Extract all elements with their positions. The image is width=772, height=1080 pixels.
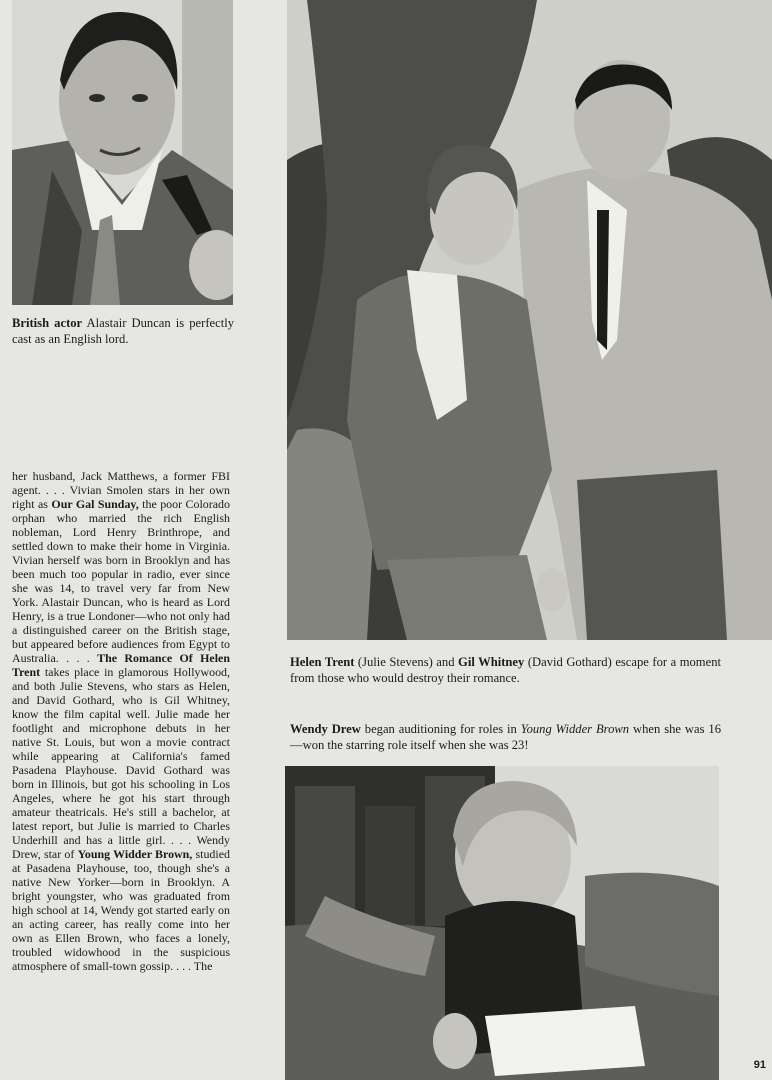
- caption-drew-bold: Wendy Drew: [290, 722, 361, 736]
- caption-trent-text2: (David Gothard) escape for a moment from those who would destroy their romance.: [290, 655, 721, 685]
- caption-drew-text1: began auditioning for roles in: [360, 722, 521, 736]
- caption-trent-text1: (Julie Stevens) and: [354, 655, 459, 669]
- alastair-duncan-photo: [12, 0, 233, 305]
- caption-drew-show-title: Young Widder Brown: [520, 722, 630, 736]
- article-body-column: [12, 469, 230, 973]
- article-show-our-gal-sunday: Our Gal Sunday,: [51, 497, 139, 511]
- caption-helen-trent: [290, 654, 721, 686]
- article-show-young-widder-brown: Young Widder Brown,: [77, 847, 193, 861]
- caption-drew-text2: when she was 16—won the starring role itself when she was 23!: [290, 722, 721, 752]
- page-number: 91: [753, 1059, 766, 1071]
- caption-wendy-drew: [290, 721, 721, 753]
- caption-trent-name-gil: Gil Whitney: [458, 655, 525, 669]
- caption-duncan-bold: British actor: [12, 316, 83, 330]
- caption-duncan-text: Alastair Duncan is perfectly cast as an English lord.: [12, 316, 235, 346]
- wendy-drew-photo: [285, 766, 719, 1080]
- article-show-helen-trent: The Romance Of Helen Trent: [12, 651, 230, 679]
- caption-trent-name-helen: Helen Trent: [290, 655, 355, 669]
- caption-alastair-duncan: [12, 315, 234, 347]
- article-text-1: her husband, Jack Matthews, a former FBI agent. . . . Vivian Smolen stars in her own right as: [12, 469, 230, 511]
- article-text-2: the poor Colorado orphan who married the rich English nobleman, Lord Henry Brinthrope, and settled down to make their home in Virginia. Vivian herself was born in Brooklyn and has been much too popular in radio, ever since she was 14, to travel very far from New York. Alastair Duncan, who is heard as Lord Henry, is a true Londoner—who not only had a distinguished career on the British stage, but appeared before audiences from Egypt to Australia. . . .: [12, 497, 230, 665]
- article-text-3: takes place in glamorous Hollywood, and both Julie Stevens, who stars as Helen, and David Gothard, who is Gil Whitney, know the film capital well. Julie made her footlight and microphone debuts in her native St. Louis, but won a movie contract while appearing at California's famed Pasadena Playhouse. David Gothard was born in Illinois, but got his schooling in Los Angeles, where he got his start through amateur theatricals. He's still a bachelor, at latest report, but Julie is married to Charles Underhill and has a little girl. . . . Wendy Drew, star of: [12, 665, 230, 861]
- article-text-4: studied at Pasadena Playhouse, too, though she's a native New Yorker—born in Brooklyn. A bright youngster, who was graduated from high school at 14, Wendy got started early on an acting career, has really come into her own as Ellen Brown, who faces a lonely, troubled widowhood in the suspicious atmosphere of small-town gossip. . . . The: [12, 847, 230, 973]
- helen-trent-gil-whitney-photo: [287, 0, 772, 640]
